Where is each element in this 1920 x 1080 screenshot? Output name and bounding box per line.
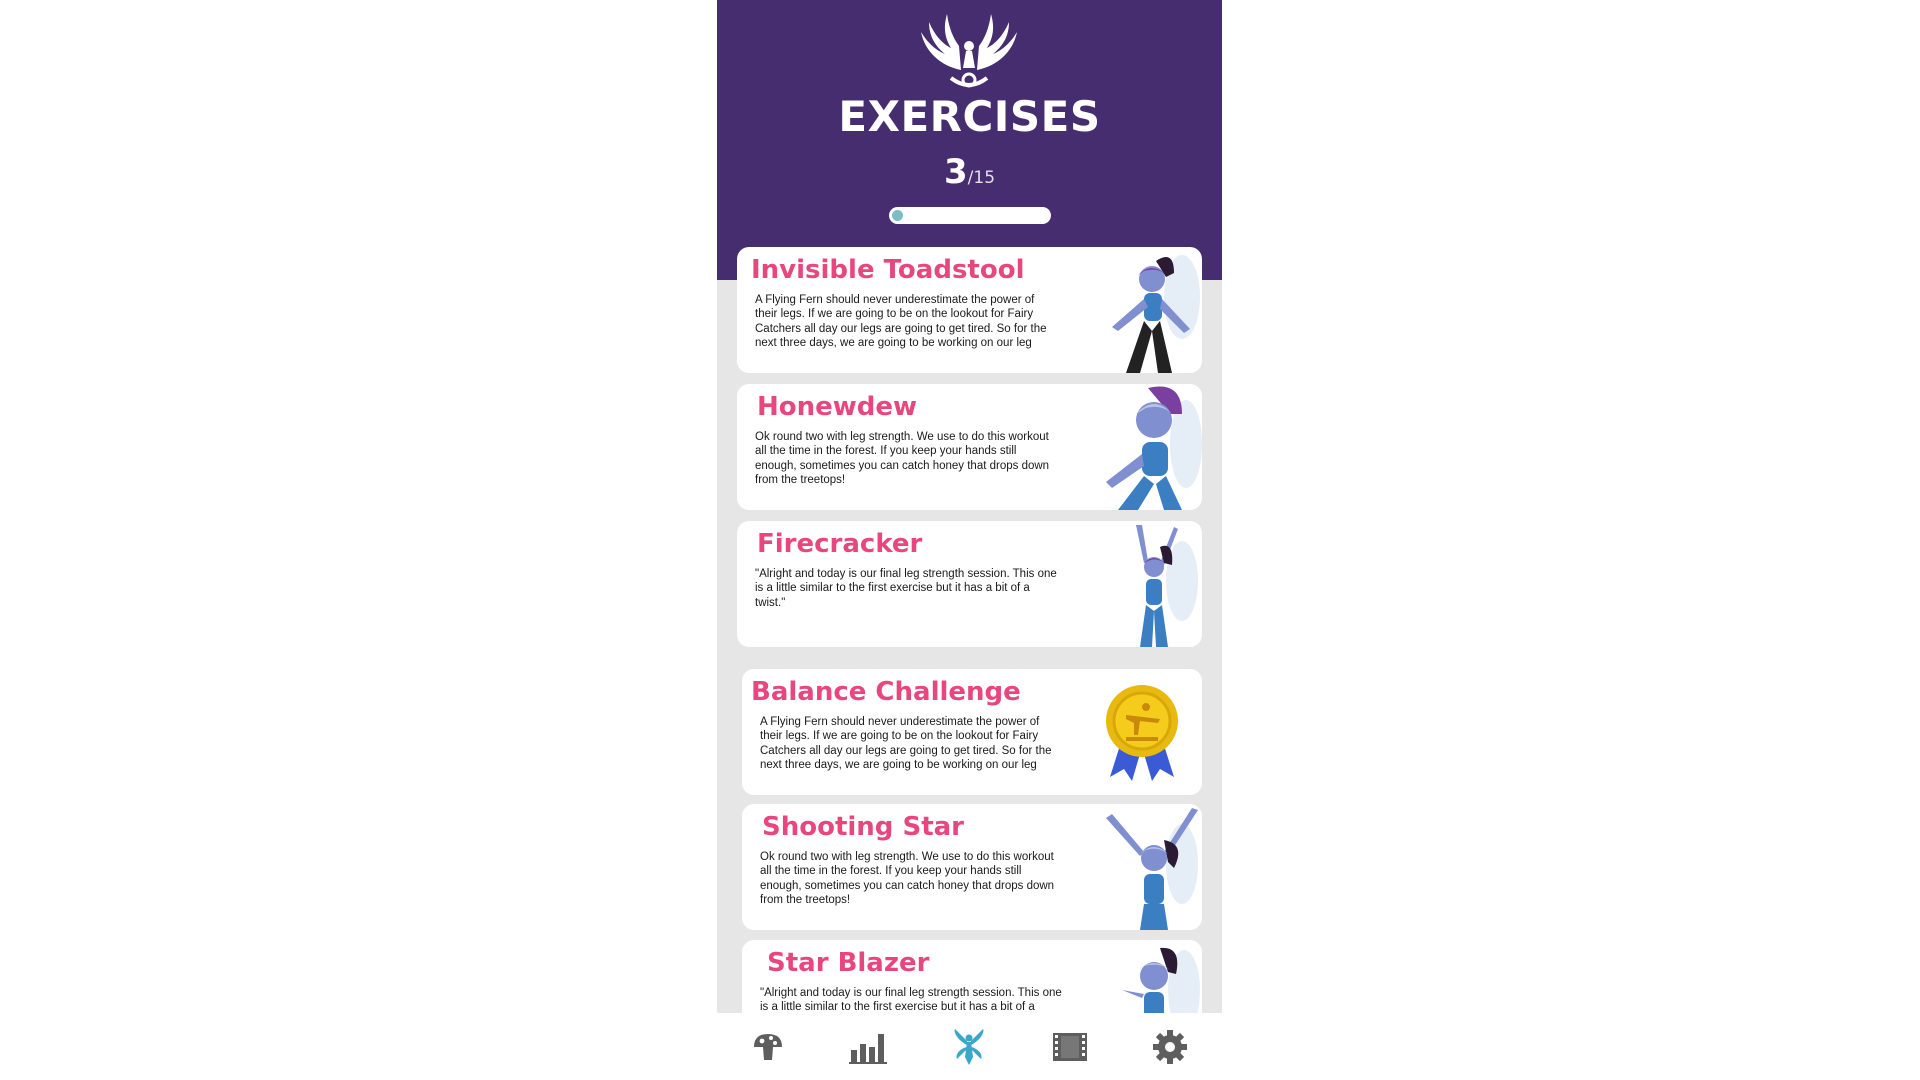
exercise-description: A Flying Fern should never underestimate the power of their legs. If we are going to be on the lookout for Fairy Catchers all day our legs are going to get tired. So for the next three days, we are going to be working on our leg <box>755 294 1047 350</box>
bar-chart-icon <box>849 1030 887 1064</box>
progress-bar <box>889 207 1051 224</box>
app-screen <box>717 0 1222 1080</box>
exercise-description: A Flying Fern should never underestimate the power of their legs. If we are going to be on the lookout for Fairy Catchers all day our legs are going to get tired. So for the next three days, we are going to be working on our leg <box>760 716 1052 772</box>
exercise-title: Honewdew <box>757 392 918 422</box>
header <box>717 0 1222 280</box>
nav-exercises[interactable] <box>947 1025 991 1069</box>
fairy-icon <box>949 1027 989 1067</box>
exercise-title: Star Blazer <box>767 948 930 978</box>
fairy-character-icon <box>1082 804 1202 930</box>
exercise-description: Ok round two with leg strength. We use to do this workout all the time in the forest. If you keep your hands still enough, sometimes you can catch honey that drops down from the treetops! <box>760 851 1055 907</box>
exercise-title: Firecracker <box>757 529 923 559</box>
fairy-character-icon <box>1082 247 1202 373</box>
page-title: EXERCISES <box>838 92 1101 141</box>
exercise-card[interactable] <box>742 804 1202 930</box>
exercise-description: "Alright and today is our final leg strength session. This one is a little similar to the first exercise but it has a bit of a twist." <box>755 568 1057 609</box>
mushroom-icon <box>751 1030 785 1064</box>
exercise-title: Balance Challenge <box>751 677 1021 707</box>
progress-total: /15 <box>967 168 996 188</box>
nav-stats[interactable] <box>846 1025 890 1069</box>
progress-counter <box>717 152 1222 192</box>
winged-fairy-emblem-icon <box>911 8 1027 88</box>
exercise-card[interactable] <box>737 521 1202 647</box>
bottom-nav <box>717 1013 1222 1080</box>
video-icon <box>1052 1031 1088 1063</box>
exercise-description: "Alright and today is our final leg strength session. This one is a little similar to the first exercise but it has a bit of a <box>760 987 1062 1014</box>
fairy-character-icon <box>1082 384 1202 510</box>
exercise-card[interactable] <box>742 669 1202 795</box>
exercise-title: Shooting Star <box>762 812 964 842</box>
gold-medal-icon <box>1082 669 1202 795</box>
nav-videos[interactable] <box>1048 1025 1092 1069</box>
fairy-character-icon <box>1082 521 1202 647</box>
nav-mushroom[interactable] <box>746 1025 790 1069</box>
exercise-description: Ok round two with leg strength. We use to do this workout all the time in the forest. If you keep your hands still enough, sometimes you can catch honey that drops down from the treetops! <box>755 431 1050 487</box>
exercise-card[interactable] <box>737 384 1202 510</box>
nav-settings[interactable] <box>1148 1025 1192 1069</box>
exercise-title: Invisible Toadstool <box>751 255 1025 285</box>
gear-icon <box>1152 1029 1188 1065</box>
progress-current: 3 <box>943 152 968 192</box>
exercise-card[interactable] <box>737 247 1202 373</box>
progress-bar-fill <box>892 210 903 221</box>
